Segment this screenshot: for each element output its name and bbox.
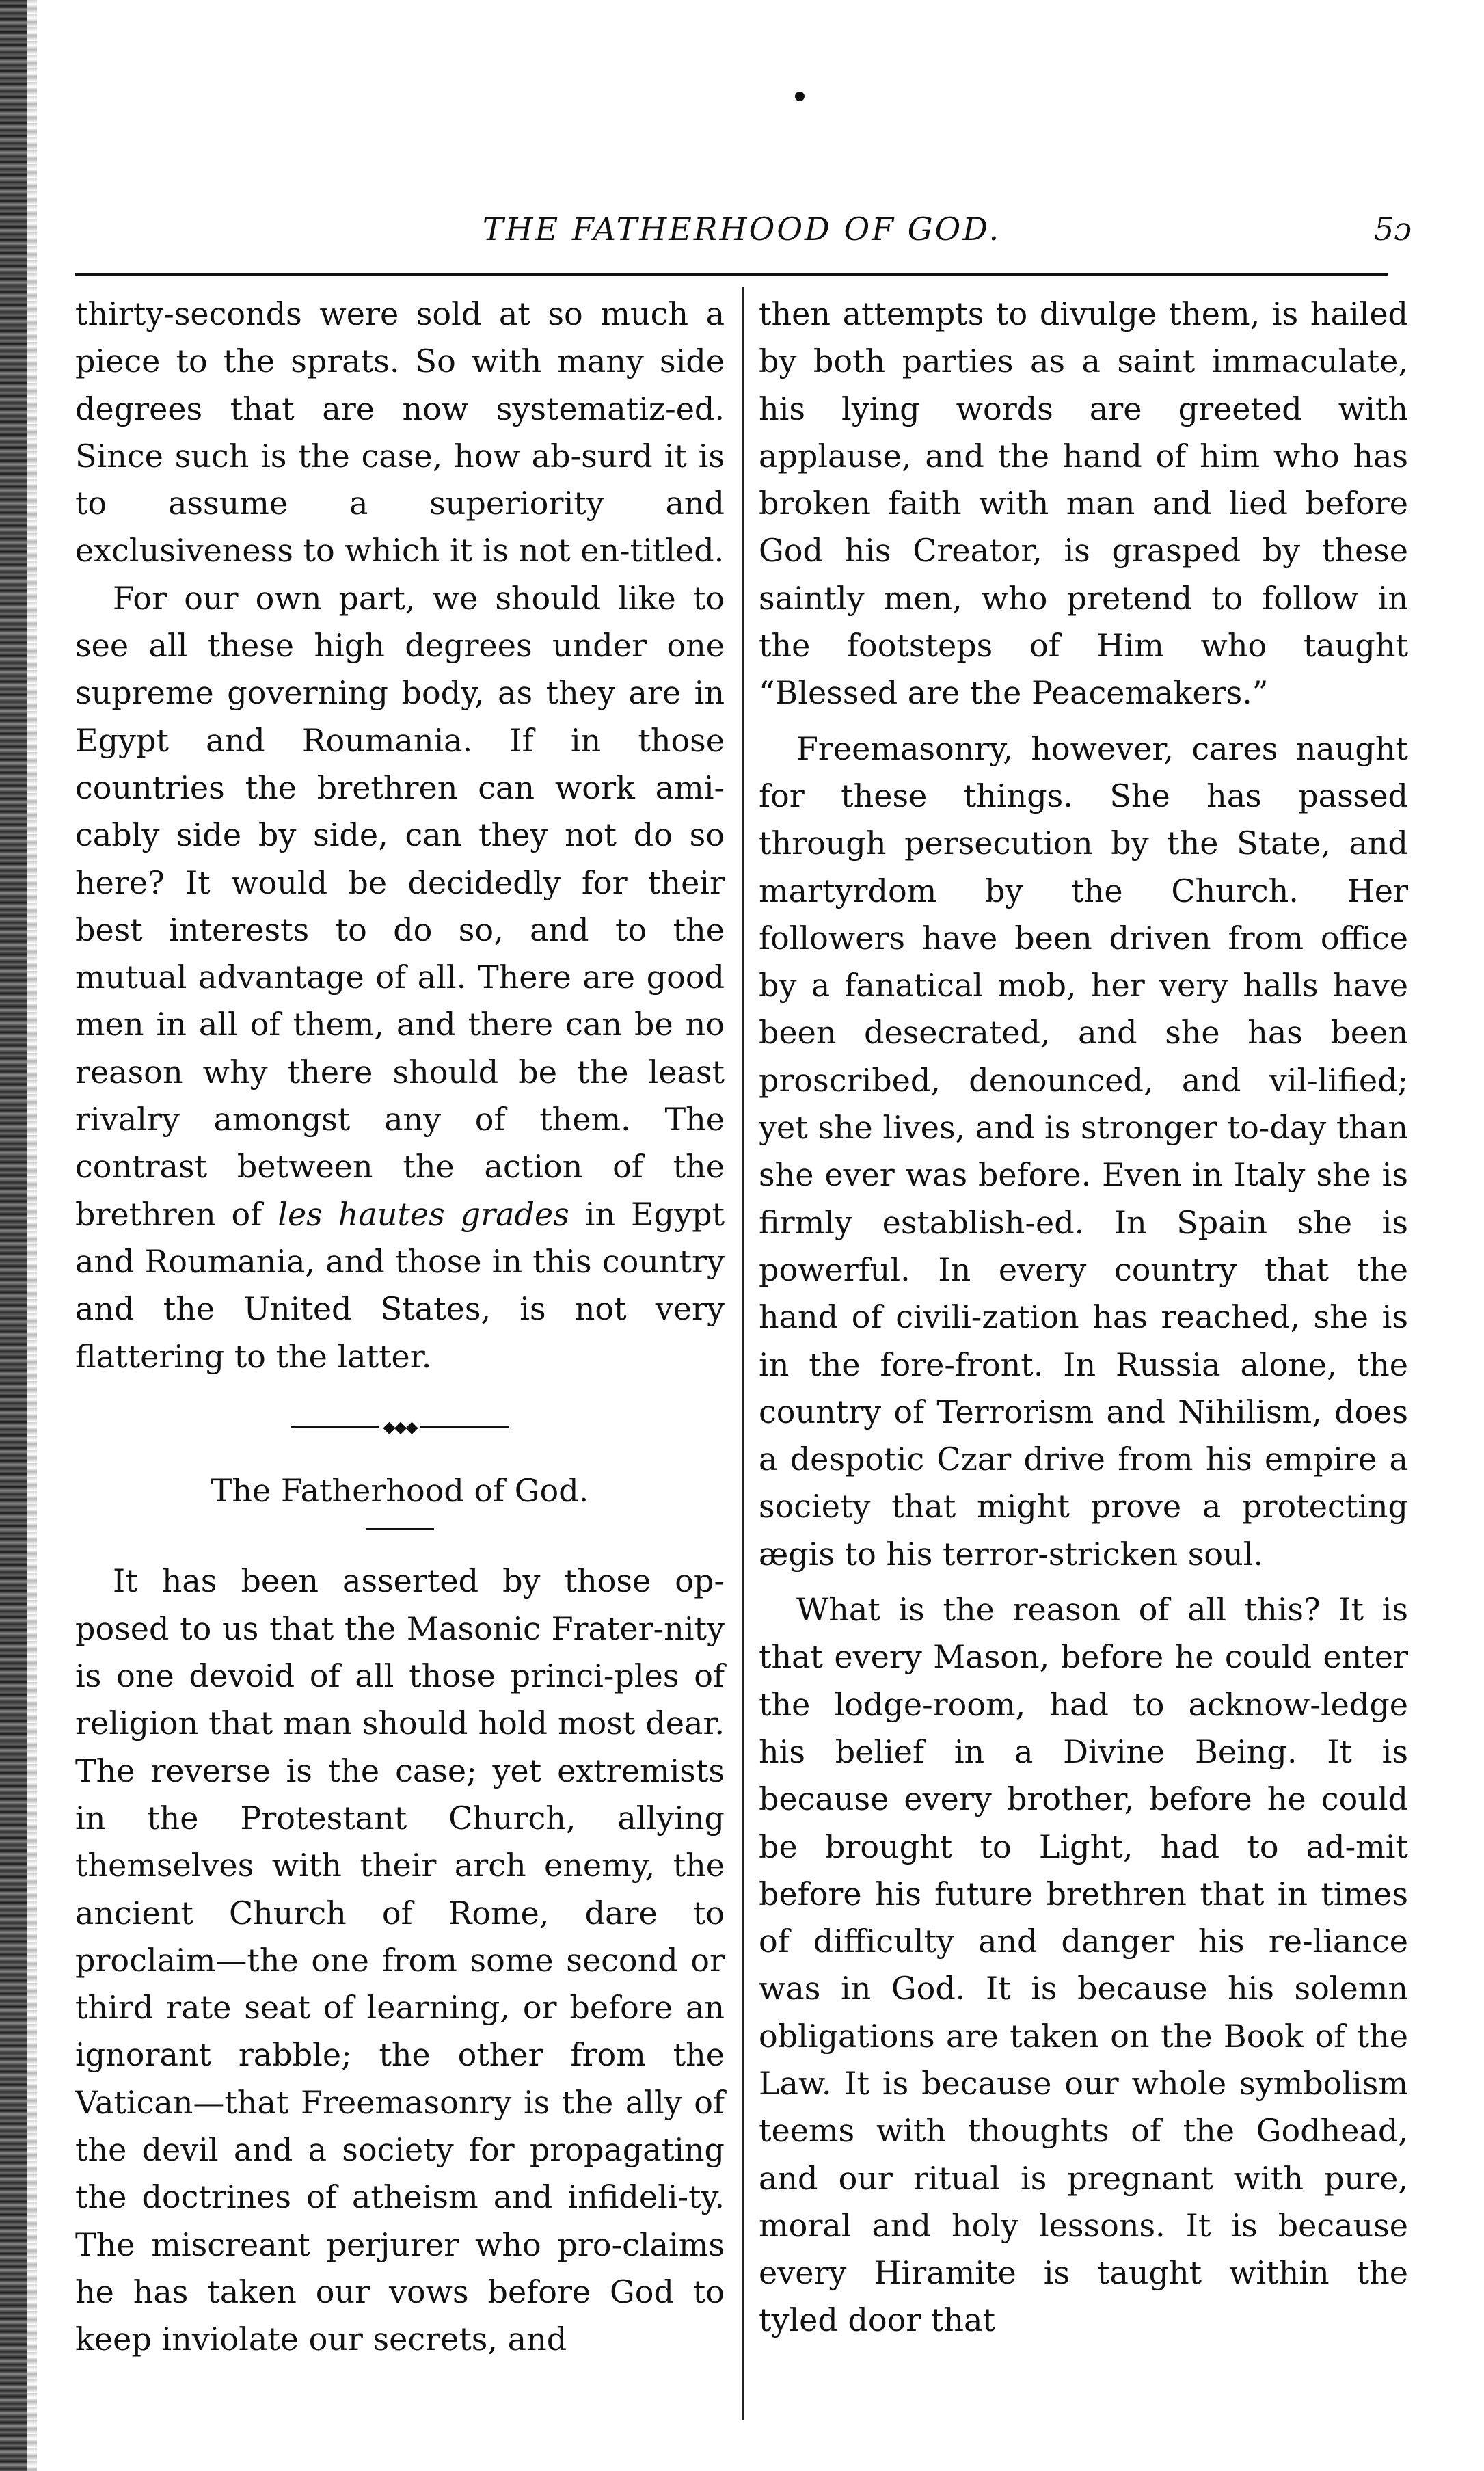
right-paragraph-2: Freemasonry, however, cares naught for these things. She has passed through persecution by the State, and martyrdom by the Church. Her followers have been driven from office by a fanatical mob, her very halls have been desecrated, and she has been proscribed, denounced, and vil-lified; yet she lives, and is stronger to-day than she ever was before. Even in Italy she is firmly establish-ed. In Spain she is powerful. In every country that the hand of civili-zation has reached, she is in the fore-front. In Russia alone, the country of Terrorism and Nihilism, does a despotic Czar drive from his empire a society that might prove a protecting ægis to his terror-stricken soul.: [759, 730, 1408, 1573]
ornament-line-left: [291, 1426, 379, 1428]
ornament-line-right: [420, 1426, 509, 1428]
section-ornament: [75, 1404, 725, 1451]
section-title: The Fatherhood of God.: [211, 1472, 589, 1510]
left-paragraph-3: It has been asserted by those op-posed to us that the Masonic Frater-nity is one devoid of all those princi-ples of religion that man should hold most dear. The reverse is the case; yet extremists in the Protestant Church, allying themselves with their arch enemy, the ancient Church of Rome, dare to proclaim—the one from some second or third rate seat of learning, or before an ignorant rabble; the other from the Vatican—that Freemasonry is the ally of the devil and a society for propagating the doctrines of atheism and infideli-ty. The miscreant perjurer who pro-claims he has taken our vows before God to keep inviolate our secrets, and: [75, 1562, 725, 2358]
page-number: 5ɔ: [1373, 211, 1412, 248]
title-underline-rule: [366, 1528, 434, 1530]
left-paragraph-1: thirty-seconds were sold at so much a piece to the sprats. So with many side degrees that are now systematiz-ed. Since such is the case, how ab-surd it is to assume a superiority and exclusiveness to which it is not en-titled.: [75, 295, 725, 570]
page-binding-shadow: [27, 0, 37, 2471]
right-paragraph-3: What is the reason of all this? It is that every Mason, before he could enter the lodge-room, had to acknow-ledge his belief in a Divine Being. It is because every brother, before he could be brought to Light, had to ad-mit before his future brethren that in times of difficulty and danger his re-liance was in God. It is because his solemn obligations are taken on the Book of the Law. It is because our whole symbolism teems with thoughts of the Godhead, and our ritual is pregnant with pure, moral and holy lessons. It is because every Hiramite is taught within the tyled door that: [759, 1591, 1408, 2339]
left-column: [75, 291, 725, 2363]
right-column: [759, 291, 1408, 2345]
page-binding-edge: [0, 0, 27, 2471]
left-paragraph-2-italic: les hautes grades: [278, 1195, 569, 1233]
left-paragraph-2-end: in Egypt and Roumania, and those in this country and the United States, is not very flattering to the latter.: [75, 1195, 725, 1375]
header-rule: [75, 273, 1388, 276]
column-divider: [742, 287, 744, 2420]
paragraph-gap: [759, 1578, 1408, 1586]
running-title: THE FATHERHOOD OF GOD.: [482, 211, 1001, 248]
ink-speck: [795, 92, 805, 101]
left-paragraph-2-text: For our own part, we should like to see all these high degrees under one supreme governing body, as they are in Egypt and Roumania. If in those countries the brethren can work ami-cably side by side, can they not do so here? It would be decidedly for their best interests to do so, and to the mutual advantage of all. There are good men in all of them, and there can be no reason why there should be the least rivalry amongst any of them. The contrast between the action of the brethren of: [75, 579, 725, 1233]
paragraph-gap: [759, 717, 1408, 725]
left-paragraph-2: [75, 575, 725, 1380]
ornament-diamonds: ◆◆◆: [383, 1417, 417, 1437]
running-head: [72, 205, 1412, 253]
right-paragraph-1: then attempts to divulge them, is hailed by both parties as a saint immaculate, his lying words are greeted with applause, and the hand of him who has broken faith with man and lied before God his Creator, is grasped by these saintly men, who pretend to follow in the footsteps of Him who taught “Blessed are the Peacemakers.”: [759, 295, 1408, 712]
